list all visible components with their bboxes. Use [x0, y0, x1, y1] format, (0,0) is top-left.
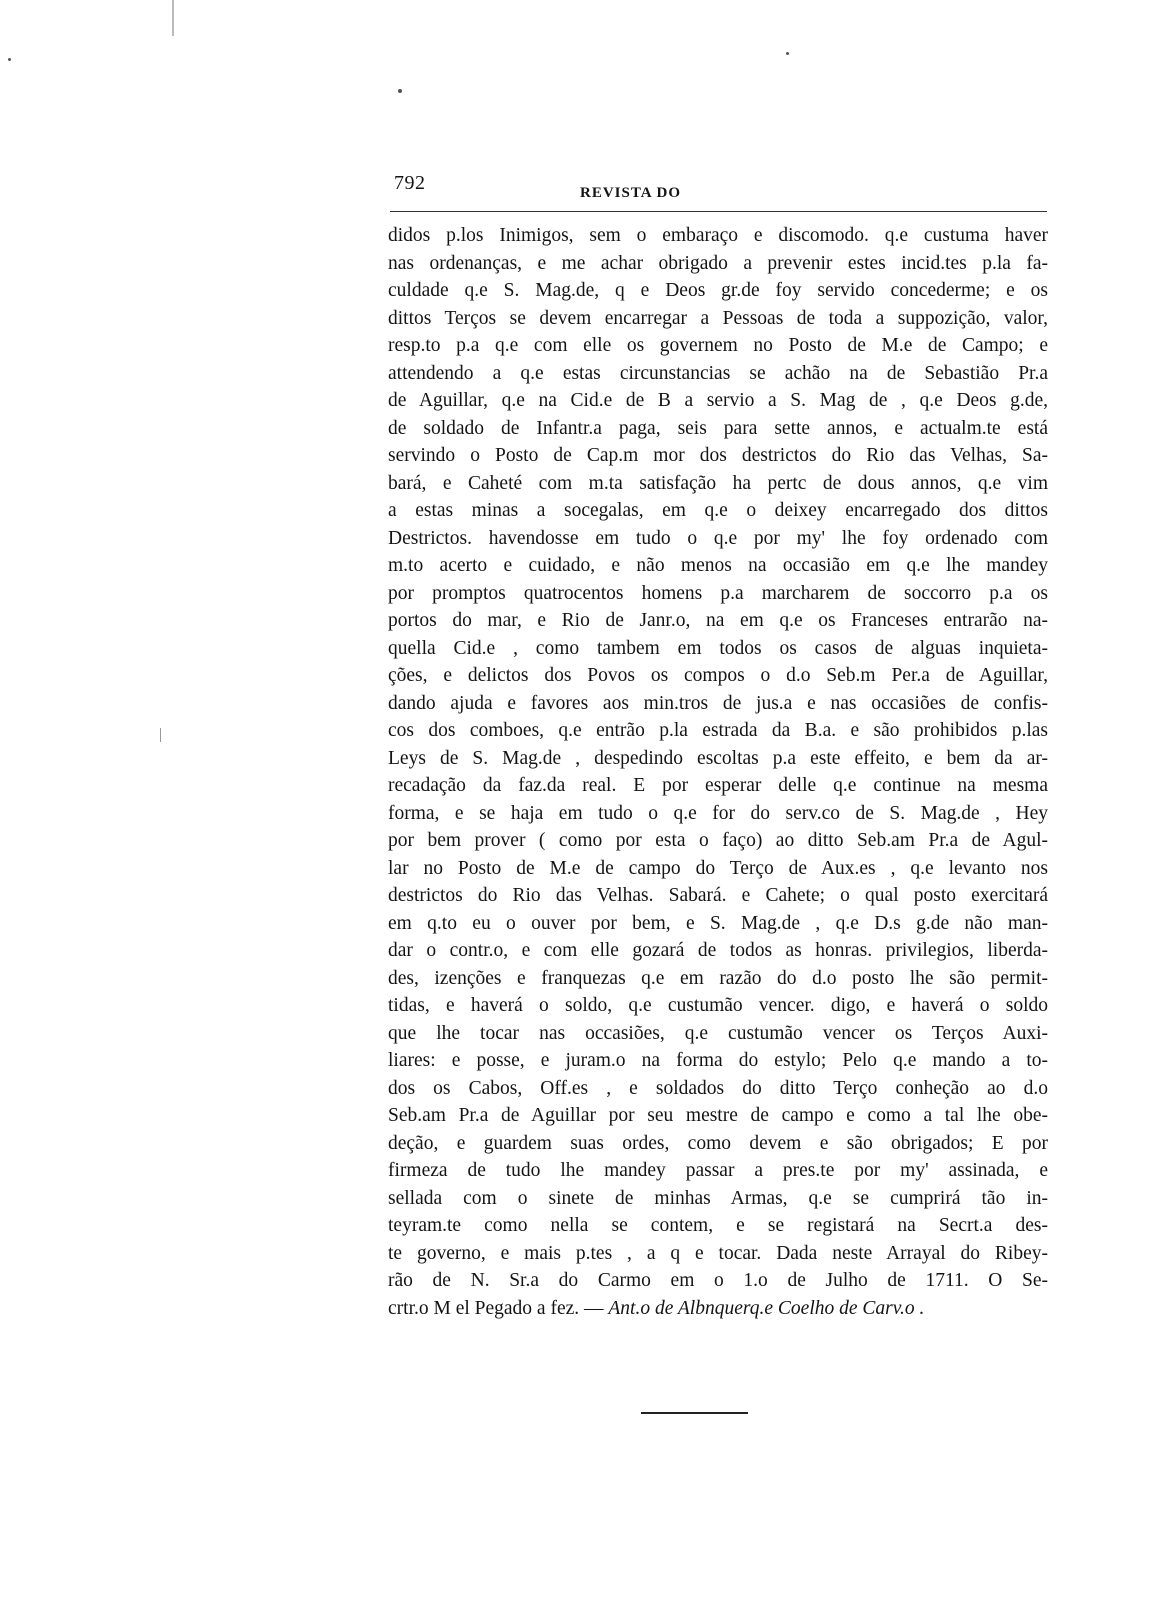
scan-speck: [398, 89, 402, 93]
body-line: portos do mar, e Rio de Janr.o, na em q.e os Franceses entrarão na-: [388, 610, 1048, 631]
body-line: liares: e posse, e juram.o na forma do estylo; Pelo q.e mando a to-: [388, 1050, 1048, 1071]
running-head: REVISTA DO: [580, 185, 681, 201]
body-line: a estas minas a socegalas, em q.e o deixey encarregado dos dittos: [388, 500, 1048, 521]
body-line: Leys de S. Mag.de , despedindo escoltas p.a este effeito, e bem da ar-: [388, 747, 1048, 769]
body-line: didos p.los Inimigos, sem o embaraço e discomodo. q.e custuma haver: [388, 225, 1048, 246]
body-line: ções, e delictos dos Povos os compos o d.o Seb.m Per.a de Aguillar,: [388, 665, 1048, 686]
body-line: rão de N. Sr.a do Carmo em o 1.o de Julho de 1711. O Se-: [388, 1270, 1048, 1291]
scan-speck: [8, 58, 11, 61]
closing-clause: crtr.o M el Pegado a fez. —: [388, 1297, 609, 1319]
page-number: 792: [394, 172, 426, 194]
body-line: quella Cid.e , como tambem em todos os casos de alguas inquieta-: [388, 637, 1048, 659]
body-line: des, izenções e franquezas q.e em razão do d.o posto lhe são permit-: [388, 967, 1048, 989]
body-line: sellada com o sinete de minhas Armas, q.e se cumprirá tão in-: [388, 1187, 1048, 1209]
body-line: te governo, e mais p.tes , a q e tocar. Dada neste Arrayal do Ribey-: [388, 1242, 1048, 1264]
signature: Ant.o de Albnquerq.e Coelho de Carv.o .: [608, 1297, 925, 1319]
body-line: m.to acerto e cuidado, e não menos na occasião em q.e lhe mandey: [388, 555, 1048, 576]
body-line: bará, e Caheté com m.ta satisfação ha pertc de dous annos, q.e vim: [388, 472, 1048, 494]
body-line: de Aguillar, q.e na Cid.e de B a servio a S. Mag de , q.e Deos g.de,: [388, 390, 1048, 411]
body-line: nas ordenanças, e me achar obrigado a prevenir estes incid.tes p.la fa-: [388, 252, 1048, 274]
body-line: culdade q.e S. Mag.de, q e Deos gr.de foy servido concederme; e os: [388, 280, 1048, 301]
body-line: teyram.te como nella se contem, e se registará na Secrt.a des-: [388, 1215, 1048, 1236]
body-line: por bem prover ( como por esta o faço) ao ditto Seb.am Pr.a de Agul-: [388, 830, 1048, 851]
body-line: por promptos quatrocentos homens p.a marcharem de soccorro p.a os: [388, 582, 1048, 604]
body-line: firmeza de tudo lhe mandey passar a pres.te por my' assinada, e: [388, 1160, 1048, 1181]
body-line: Destrictos. havendosse em tudo o q.e por my' lhe foy ordenado com: [388, 527, 1048, 549]
scan-speck: [786, 52, 789, 55]
body-line: em q.to eu o ouver por bem, e S. Mag.de , q.e D.s g.de não man-: [388, 912, 1048, 934]
body-line: que lhe tocar nas occasiões, q.e custumão vencer os Terços Auxi-: [388, 1022, 1048, 1044]
body-line: cos dos comboes, q.e entrão p.la estrada da B.a. e são prohibidos p.las: [388, 720, 1048, 741]
body-line: deção, e guardem suas ordes, como devem e são obrigados; E por: [388, 1132, 1048, 1154]
end-rule: [641, 1412, 748, 1414]
header-rule: [390, 211, 1047, 212]
scan-speck: [172, 0, 174, 36]
body-line-final: [388, 1295, 1048, 1323]
body-line: dar o contr.o, e com elle gozará de todos as honras. privilegios, liberda-: [388, 940, 1048, 961]
body-line: tidas, e haverá o soldo, q.e custumão vencer. digo, e haverá o soldo: [388, 995, 1048, 1016]
body-line: recadação da faz.da real. E por esperar delle q.e continue na mesma: [388, 775, 1048, 796]
body-line: dando ajuda e favores aos min.tros de jus.a e nas occasiões de confis-: [388, 692, 1048, 714]
body-line: dittos Terços se devem encarregar a Pessoas de toda a suppozição, valor,: [388, 307, 1048, 329]
scan-speck: [160, 728, 161, 742]
body-line: forma, e se haja em tudo o q.e for do serv.co de S. Mag.de , Hey: [388, 802, 1048, 824]
body-line: lar no Posto de M.e de campo do Terço de Aux.es , q.e levanto nos: [388, 857, 1048, 879]
body-line: de soldado de Infantr.a paga, seis para sette annos, e actualm.te está: [388, 417, 1048, 439]
body-line: dos os Cabos, Off.es , e soldados do ditto Terço conheção ao d.o: [388, 1077, 1048, 1099]
body-line: destrictos do Rio das Velhas. Sabará. e Cahete; o qual posto exercitará: [388, 885, 1048, 906]
body-line: resp.to p.a q.e com elle os governem no Posto de M.e de Campo; e: [388, 335, 1048, 356]
body-line: Seb.am Pr.a de Aguillar por seu mestre de campo e como a tal lhe obe-: [388, 1105, 1048, 1126]
body-line: servindo o Posto de Cap.m mor dos destrictos do Rio das Velhas, Sa-: [388, 445, 1048, 466]
body-text: [388, 222, 1048, 1295]
body-line: attendendo a q.e estas circunstancias se achão na de Sebastião Pr.a: [388, 362, 1048, 384]
